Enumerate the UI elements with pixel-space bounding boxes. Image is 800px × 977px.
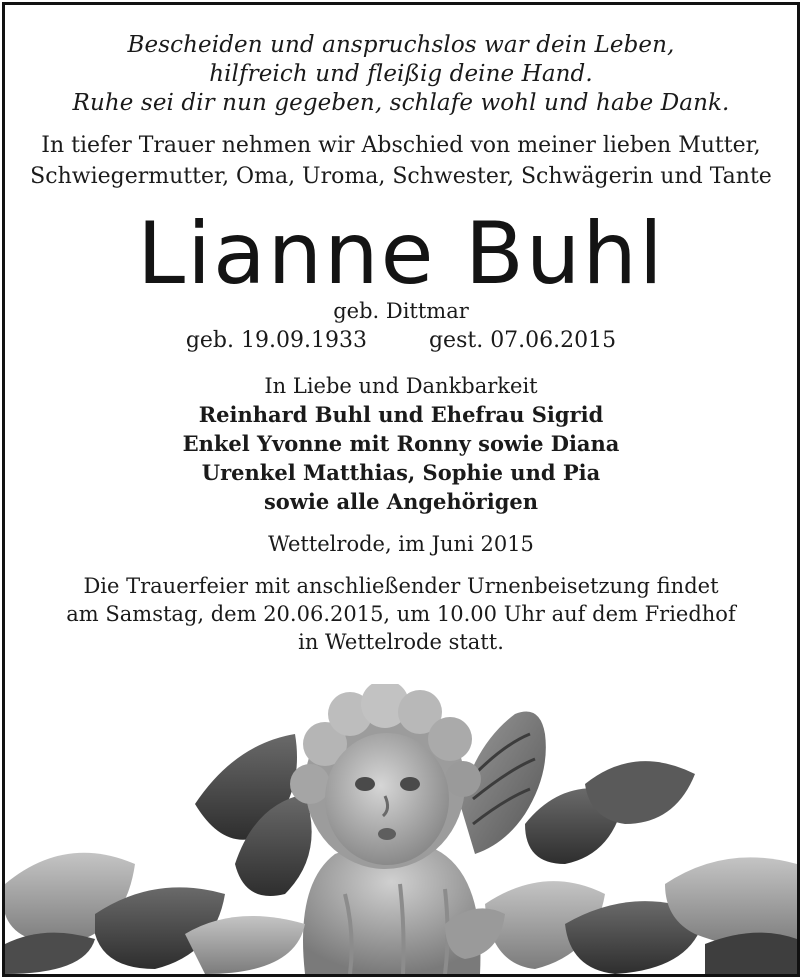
intro-line: In tiefer Trauer nehmen wir Abschied von meiner lieben Mutter,	[41, 133, 761, 158]
verse-line: hilfreich und fleißig deine Hand.	[209, 61, 593, 87]
intro-text	[5, 130, 797, 192]
death-date: gest. 07.06.2015	[428, 328, 617, 353]
funeral-line: in Wettelrode statt.	[298, 630, 504, 654]
mourner-line: Urenkel Matthias, Sophie und Pia	[201, 460, 601, 485]
place-date: Wettelrode, im Juni 2015	[268, 532, 534, 556]
memorial-verse	[5, 31, 797, 118]
intro-line: Schwiegermutter, Oma, Uroma, Schwester, Schwägerin und Tante	[30, 164, 772, 189]
mourners-list	[5, 400, 797, 516]
funeral-line: Die Trauerfeier mit anschließender Urnenbeisetzung findet	[83, 574, 719, 598]
birth-date: geb. 19.09.1933	[185, 328, 367, 353]
funeral-notice	[5, 572, 797, 656]
obituary-content	[5, 5, 797, 656]
deceased-name: Lianne Buhl	[137, 204, 665, 304]
signoff-line: In Liebe und Dankbarkeit	[264, 374, 538, 398]
funeral-line: am Samstag, dem 20.06.2015, um 10.00 Uhr auf dem Friedhof	[66, 602, 736, 626]
angel-figurine-image	[5, 684, 797, 974]
mourner-line: Reinhard Buhl und Ehefrau Sigrid	[198, 402, 604, 427]
verse-line: Bescheiden und anspruchslos war dein Leben,	[127, 32, 675, 58]
verse-line: Ruhe sei dir nun gegeben, schlafe wohl und habe Dank.	[72, 90, 730, 116]
obituary-frame	[2, 2, 800, 977]
life-dates	[5, 326, 797, 356]
mourner-line: sowie alle Angehörigen	[263, 489, 539, 514]
mourner-line: Enkel Yvonne mit Ronny sowie Diana	[182, 431, 620, 456]
angel-head	[290, 684, 481, 869]
maiden-name: geb. Dittmar	[333, 299, 469, 323]
